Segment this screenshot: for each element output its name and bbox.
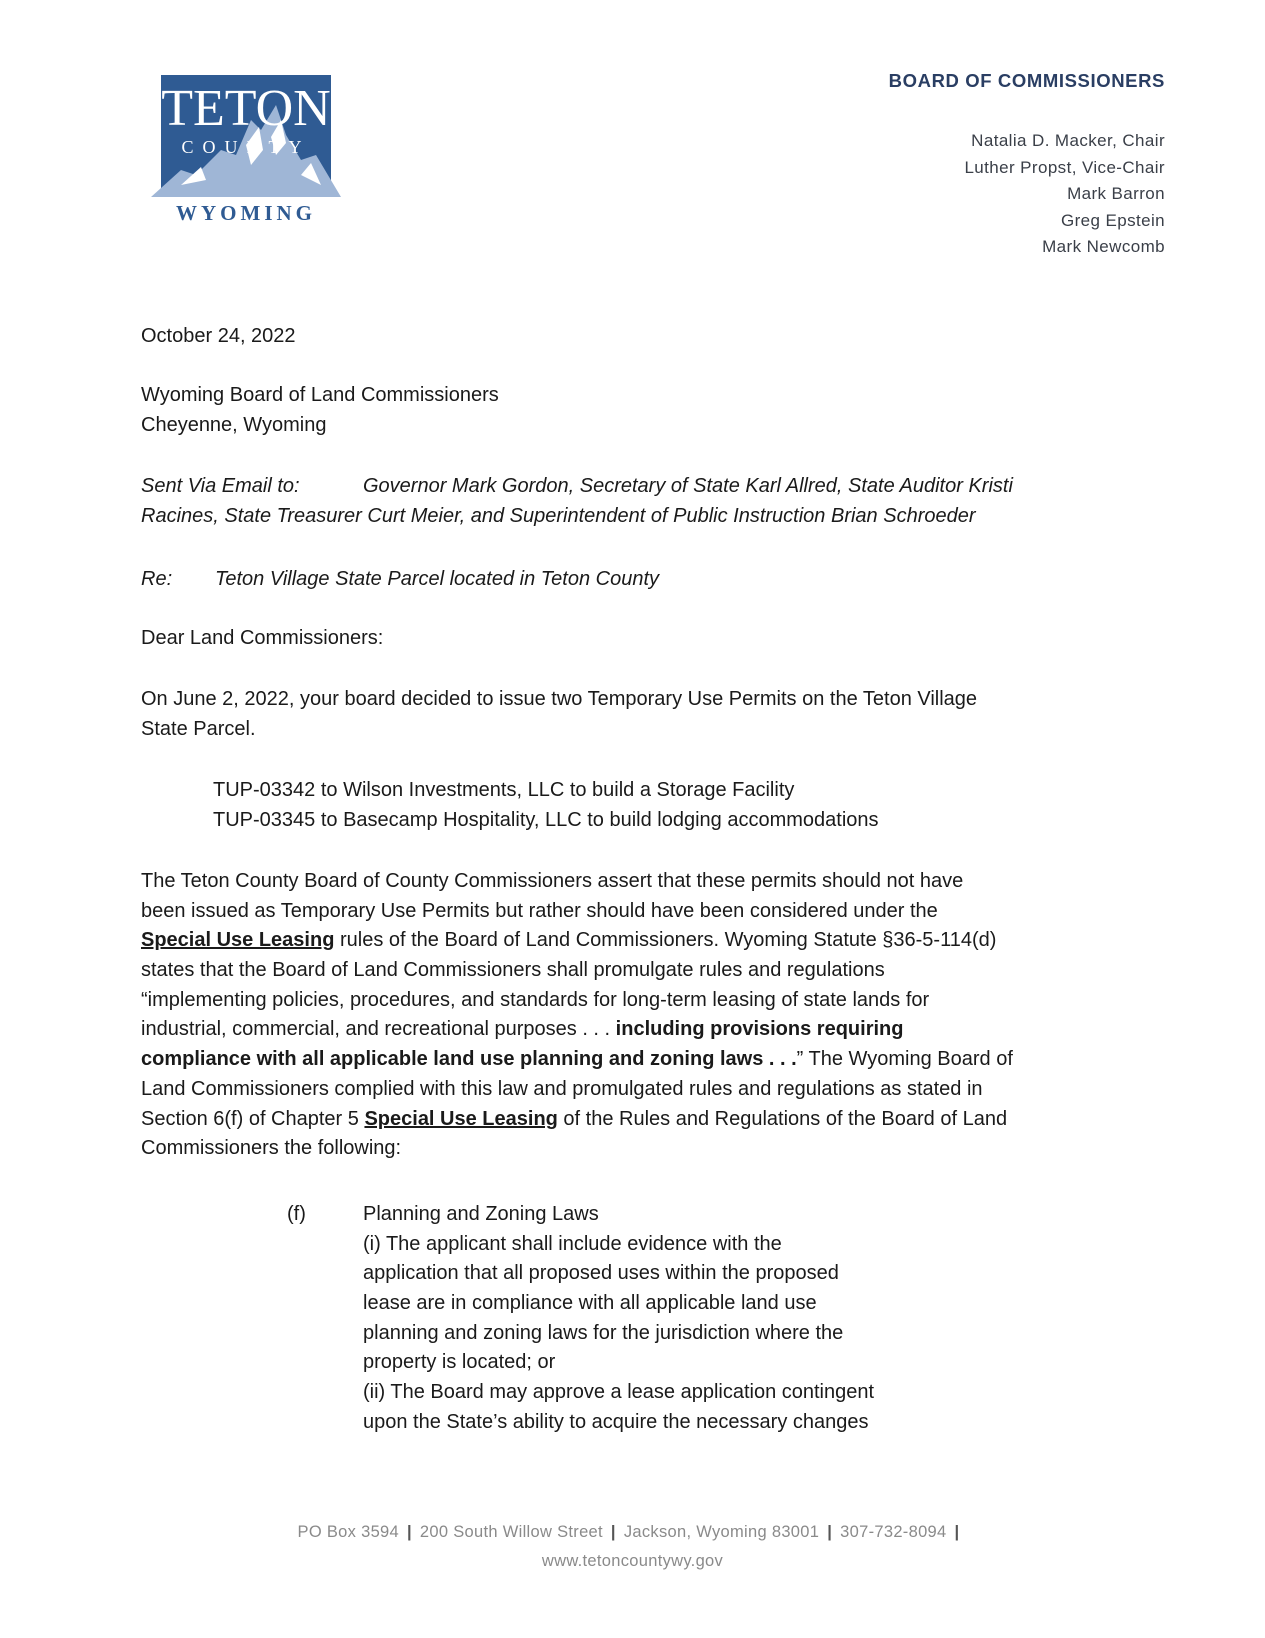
- bold-quote: including provisions requiring: [615, 1018, 904, 1041]
- separator: |: [610, 1523, 616, 1541]
- logo-state: WYOMING: [176, 201, 316, 225]
- footer-contact-item: PO Box 3594: [297, 1523, 399, 1541]
- paragraph-line: [141, 1045, 1013, 1075]
- footer-contact-item: 200 South Willow Street: [419, 1523, 603, 1541]
- emphasized-term: Special Use Leasing: [364, 1107, 558, 1130]
- teton-county-logo: [151, 75, 341, 227]
- paragraph-line: On June 2, 2022, your board decided to issue two Temporary Use Permits on the Teton Village: [141, 688, 978, 710]
- paragraph-line: [141, 1134, 1013, 1164]
- member-name: Mark Newcomb: [1042, 237, 1165, 256]
- text-segment: industrial, commercial, and recreational purposes . . .: [141, 1018, 616, 1041]
- quote-line: lease are in compliance with all applicable land use: [363, 1292, 817, 1315]
- paragraph-line: [141, 956, 1013, 986]
- footer: [0, 1518, 1265, 1576]
- permit-list: [213, 776, 879, 835]
- quote-line: property is located; or: [363, 1351, 556, 1374]
- paragraph-line: [141, 1015, 1013, 1045]
- logo-title: TETON: [161, 80, 331, 137]
- member-name: Luther Propst, Vice-Chair: [964, 157, 1165, 177]
- re-label: Re:: [141, 568, 173, 590]
- bold-quote: compliance with all applicable land use planning and zoning laws . . .: [141, 1048, 797, 1071]
- footer-contact-item: 307-732-8094: [840, 1523, 947, 1541]
- quote-line: planning and zoning laws for the jurisdiction where the: [363, 1321, 844, 1344]
- paragraph-line: [141, 986, 1013, 1016]
- text-segment: Land Commissioners complied with this law and promulgated rules and regulations as stated in: [141, 1077, 983, 1100]
- footer-contact: [0, 1518, 1265, 1547]
- text-segment: The Teton County Board of County Commissioners assert that these permits should not have: [141, 870, 964, 892]
- paragraph-line: [141, 1075, 1013, 1105]
- member-name: Natalia D. Macker, Chair: [971, 131, 1165, 150]
- board-title: BOARD OF COMMISSIONERS: [888, 70, 1165, 91]
- permit-item: TUP-03342 to Wilson Investments, LLC to build a Storage Facility: [213, 779, 795, 801]
- footer-website[interactable]: www.tetoncountywy.gov: [541, 1552, 724, 1570]
- board-members: [964, 128, 1165, 261]
- salutation: Dear Land Commissioners:: [141, 627, 384, 649]
- paragraph-line: [141, 867, 1013, 897]
- recipient-line: Wyoming Board of Land Commissioners: [141, 384, 499, 406]
- paragraph-intro: [141, 685, 977, 744]
- quote-line: (i) The applicant shall include evidence with the: [363, 1232, 782, 1255]
- member-name: Mark Barron: [1067, 184, 1165, 203]
- sent-via-recipients: Governor Mark Gordon, Secretary of State Karl Allred, State Auditor Kristi: [363, 475, 1013, 497]
- text-segment: ” The Wyoming Board of: [796, 1048, 1013, 1071]
- emphasized-term: Special Use Leasing: [141, 929, 335, 952]
- paragraph-line: [141, 1105, 1013, 1135]
- paragraph-line: State Parcel.: [141, 717, 256, 740]
- quote-marker: (f): [287, 1203, 306, 1225]
- sent-via-label: Sent Via Email to:: [141, 475, 300, 497]
- separator: |: [827, 1523, 833, 1541]
- recipient-address: [141, 381, 499, 440]
- paragraph-main: [141, 867, 1013, 1164]
- separator: |: [407, 1523, 412, 1541]
- quote-line: upon the State’s ability to acquire the necessary changes: [363, 1410, 869, 1433]
- permit-item: TUP-03345 to Basecamp Hospitality, LLC to build lodging accommodations: [213, 808, 879, 831]
- quote-line: application that all proposed uses within the proposed: [363, 1262, 839, 1285]
- separator: |: [954, 1523, 960, 1541]
- sent-via-recipients-cont: Racines, State Treasurer Curt Meier, and Superintendent of Public Instruction Brian Schroeder: [141, 504, 976, 527]
- text-segment: Section 6(f) of Chapter 5: [141, 1107, 365, 1130]
- member-name: Greg Epstein: [1060, 210, 1165, 230]
- quoted-rule: [363, 1200, 874, 1438]
- paragraph-line: [141, 897, 1013, 927]
- footer-contact-item: Jackson, Wyoming 83001: [623, 1523, 820, 1541]
- text-segment: Commissioners the following:: [141, 1137, 402, 1160]
- sent-via-block: [141, 472, 1013, 531]
- paragraph-line: [141, 926, 1013, 956]
- quote-line: Planning and Zoning Laws: [363, 1203, 599, 1225]
- text-segment: been issued as Temporary Use Permits but rather should have been considered under the: [141, 899, 938, 922]
- text-segment: rules of the Board of Land Commissioners. Wyoming Statute §36-5-114(d): [334, 929, 997, 952]
- text-segment: of the Rules and Regulations of the Board of Land: [557, 1107, 1008, 1130]
- letter-date: October 24, 2022: [141, 325, 296, 347]
- logo-subtitle: COUNTY: [181, 137, 311, 157]
- re-line: [141, 565, 659, 595]
- recipient-line: Cheyenne, Wyoming: [141, 413, 327, 436]
- text-segment: “implementing policies, procedures, and standards for long-term leasing of state lands for: [141, 988, 930, 1011]
- quote-line: (ii) The Board may approve a lease application contingent: [363, 1381, 875, 1404]
- text-segment: states that the Board of Land Commissioners shall promulgate rules and regulations: [141, 959, 885, 982]
- re-subject: Teton Village State Parcel located in Teton County: [215, 568, 660, 590]
